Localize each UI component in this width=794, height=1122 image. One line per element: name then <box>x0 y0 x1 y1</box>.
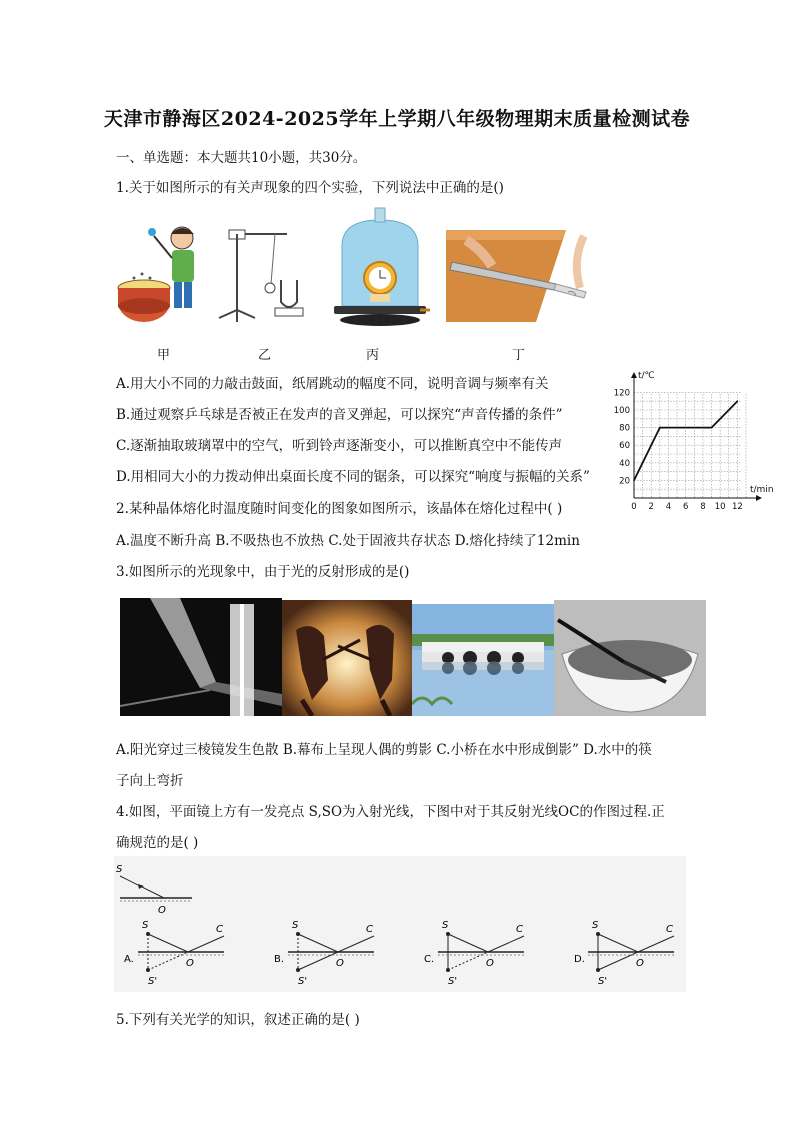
page-title: 天津市静海区2024-2025学年上学期八年级物理期末质量检测试卷 <box>103 108 691 130</box>
x-tick-label: 4 <box>665 502 672 512</box>
y-tick-label: 20 <box>619 476 630 487</box>
caption-jia: 甲 <box>157 348 171 363</box>
x-tick-label: 0 <box>631 502 637 512</box>
question-3-stem: 3.如图所示的光现象中，由于光的反射形成的是() <box>116 564 410 580</box>
svg-text:O: O <box>186 958 194 969</box>
chopstick-bowl-image <box>554 600 706 716</box>
svg-text:S: S <box>292 920 299 931</box>
caption-yi: 乙 <box>258 348 272 363</box>
svg-text:O: O <box>336 958 344 969</box>
bell-jar-experiment-image <box>330 206 430 330</box>
y-axis-arrow <box>631 372 637 378</box>
question-1-option-c: C.逐渐抽取玻璃罩中的空气，听到铃声逐渐变小，可以推断真空中不能传声 <box>116 438 563 454</box>
x-tick-label: 6 <box>682 502 689 512</box>
x-tick-label: 12 <box>731 502 743 512</box>
prism-dispersion-image <box>120 598 282 716</box>
svg-text:C: C <box>516 924 523 935</box>
x-axis-label: t/min <box>750 485 774 495</box>
svg-text:S': S' <box>598 976 608 987</box>
svg-text:C: C <box>216 924 223 935</box>
svg-text:S': S' <box>448 976 458 987</box>
y-tick-label: 100 <box>613 406 630 416</box>
y-axis-label: t/℃ <box>638 371 655 381</box>
svg-text:S': S' <box>298 976 308 987</box>
svg-text:C.: C. <box>424 954 435 965</box>
shadow-puppet-image <box>282 600 412 716</box>
data-point <box>711 427 713 429</box>
question-2-options: A.温度不断升高 B.不吸热也不放热 C.处于固液共存状态 D.熔化持续了12min <box>116 533 580 549</box>
melting-graph <box>610 368 780 516</box>
question-4-stem-line2: 确规范的是( ) <box>116 835 199 851</box>
svg-text:S': S' <box>148 976 158 987</box>
label-s-top: S <box>116 864 123 875</box>
question-5-stem: 5.下列有关光学的知识，叙述正确的是( ) <box>116 1012 360 1028</box>
question-3-options-line2: 子向上弯折 <box>116 773 184 789</box>
svg-text:S: S <box>442 920 449 931</box>
svg-text:O: O <box>486 958 494 969</box>
x-tick-label: 2 <box>648 502 654 512</box>
caption-bing: 丙 <box>366 348 380 363</box>
y-tick-label: 120 <box>613 388 630 399</box>
svg-text:O: O <box>636 958 644 969</box>
question-3-options-line1: A.阳光穿过三棱镜发生色散 B.幕布上呈现人偶的剪影 C.小桥在水中形成倒影” D.水中的筷 <box>116 742 652 758</box>
svg-text:S: S <box>592 920 599 931</box>
saw-blade-experiment-image <box>446 230 608 322</box>
mirror-reflection-figure <box>114 856 686 992</box>
svg-text:C: C <box>666 924 673 935</box>
question-1-option-b: B.通过观察乒乓球是否被正在发声的音叉弹起，可以探究“声音传播的条件” <box>116 407 563 423</box>
question-1-option-a: A.用大小不同的力敲击鼓面，纸屑跳动的幅度不同，说明音调与频率有关 <box>116 376 549 392</box>
x-axis-arrow <box>756 495 762 501</box>
svg-text:O: O <box>158 905 166 916</box>
data-point <box>737 400 739 402</box>
y-tick-label: 80 <box>619 423 630 434</box>
question-1-stem: 1.关于如图所示的有关声现象的四个实验，下列说法中正确的是() <box>116 180 504 196</box>
data-point <box>633 480 635 482</box>
question-1-option-d: D.用相同大小的力拨动伸出桌面长度不同的锯条，可以探究“响度与振幅的关系” <box>116 469 590 485</box>
svg-text:S: S <box>142 920 149 931</box>
x-tick-label: 10 <box>714 502 726 512</box>
svg-text:C: C <box>366 924 373 935</box>
drum-experiment-image <box>116 208 206 326</box>
svg-text:D.: D. <box>574 954 585 965</box>
y-tick-label: 60 <box>619 441 630 452</box>
caption-ding: 丁 <box>512 348 526 363</box>
tuning-fork-experiment-image <box>215 222 310 326</box>
svg-text:A.: A. <box>124 954 134 965</box>
bridge-reflection-image <box>412 604 554 716</box>
x-tick-label: 8 <box>700 502 706 512</box>
question-4-stem-line1: 4.如图，平面镜上方有一发亮点 S,SO为入射光线，下图中对于其反射光线OC的作图过程.正 <box>116 804 665 820</box>
data-point <box>659 427 661 429</box>
y-tick-label: 40 <box>619 458 630 469</box>
svg-text:B.: B. <box>274 954 285 965</box>
section-header: 一、单选题：本大题共10小题，共30分。 <box>116 150 367 166</box>
question-2-stem: 2.某种晶体熔化时温度随时间变化的图象如图所示，该晶体在熔化过程中( ) <box>116 501 563 517</box>
